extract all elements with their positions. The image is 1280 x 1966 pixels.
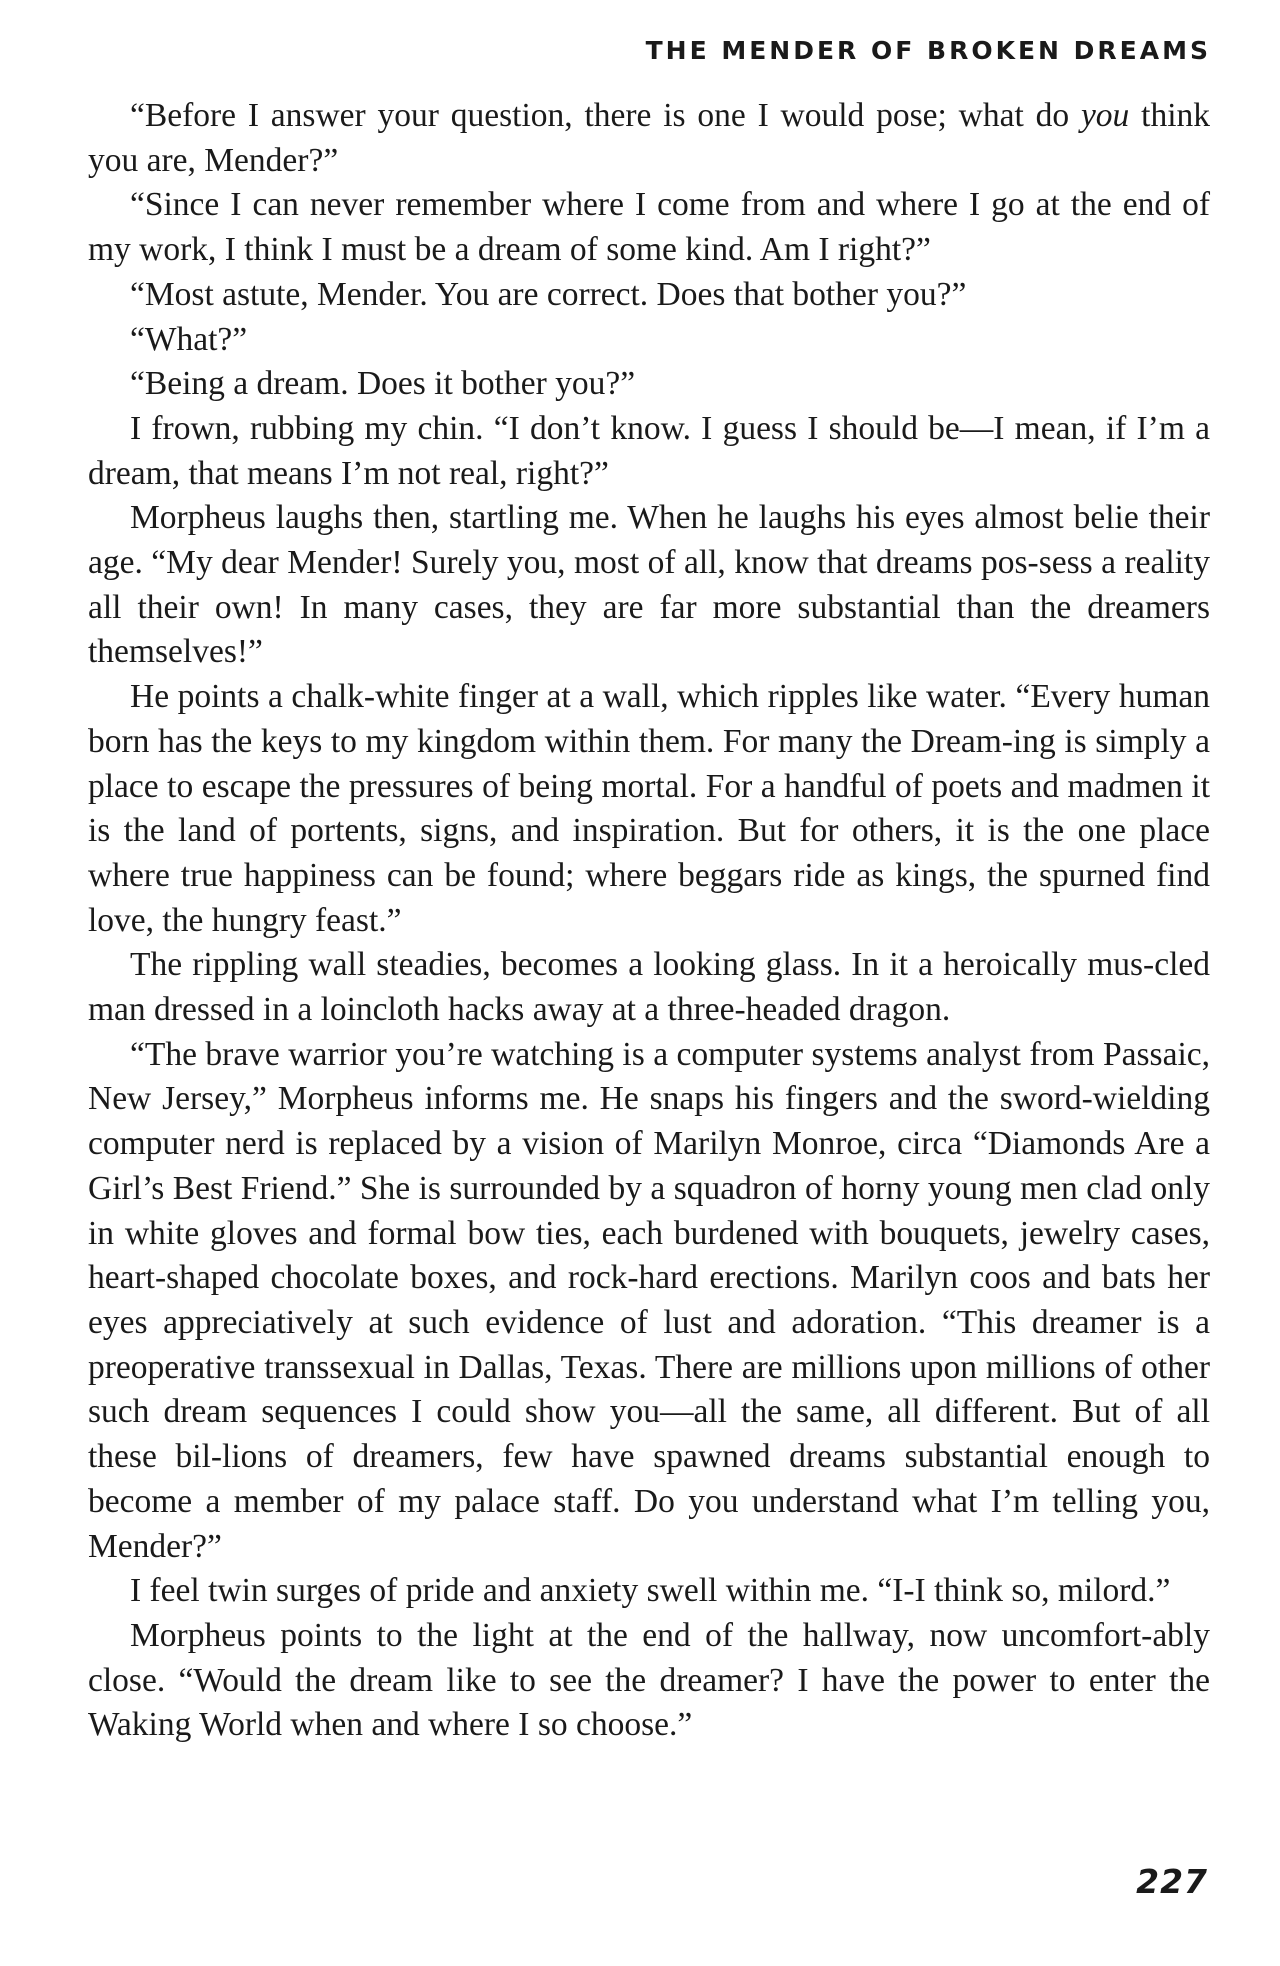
paragraph-text: “Before I answer your question, there is one I would pose; what do xyxy=(130,97,1081,134)
running-title: THE MENDER OF BROKEN DREAMS xyxy=(645,36,1211,65)
paragraph xyxy=(88,94,1210,183)
paragraph: Morpheus points to the light at the end of the hallway, now uncomfort-ably close. “Would the dream like to see the dreamer? I have the power to enter the Waking World when and where I so choose.” xyxy=(88,1616,1210,1744)
paragraph: Morpheus laughs then, startling me. When he laughs his eyes almost belie their age. “My dear Mender! Surely you, most of all, know that dreams pos-sess a reality all their own! In many cases, they are far more substantial than the dreamers themselves!” xyxy=(88,499,1210,671)
paragraph: The rippling wall steadies, becomes a looking glass. In it a heroically mus-cled man dressed in a loincloth hacks away at a three-headed dragon. xyxy=(88,946,1210,1029)
paragraph: I frown, rubbing my chin. “I don’t know. I guess I should be—I mean, if I’m a dream, that means I’m not real, right?” xyxy=(88,409,1210,492)
paragraph: “Most astute, Mender. You are correct. Does that bother you?” xyxy=(130,275,967,313)
paragraph: I feel twin surges of pride and anxiety swell within me. “I-I think so, milord.” xyxy=(130,1572,1171,1610)
paragraph: “Since I can never remember where I come from and where I go at the end of my work, I think I must be a dream of some kind. Am I right?” xyxy=(88,186,1210,269)
paragraph: “What?” xyxy=(130,320,248,358)
paragraph: “Being a dream. Does it bother you?” xyxy=(130,365,636,403)
body-text xyxy=(88,94,1210,1748)
emphasis-text: you xyxy=(1080,97,1130,134)
page-number: 227 xyxy=(1136,1862,1208,1901)
paragraph-text: think you are, Mender?” xyxy=(88,97,1210,179)
paragraph: He points a chalk-white finger at a wall, which ripples like water. “Every human born has the keys to my kingdom within them. For many the Dream-ing is simply a place to escape the pressures of being mortal. For a handful of poets and madmen it is the land of portents, signs, and inspiration. But for others, it is the one place where true happiness can be found; where beggars ride as kings, the spurned find love, the hungry feast.” xyxy=(88,678,1210,939)
paragraph: “The brave warrior you’re watching is a computer systems analyst from Passaic, New Jersey,” Morpheus informs me. He snaps his fingers and the sword-wielding computer nerd is replaced by a vision of Marilyn Monroe, circa “Diamonds Are a Girl’s Best Friend.” She is surrounded by a squadron of horny young men clad only in white gloves and formal bow ties, each burdened with bouquets, jewelry cases, heart-shaped chocolate boxes, and rock-hard erections. Marilyn coos and bats her eyes appreciatively at such evidence of lust and adoration. “This dreamer is a preoperative transsexual in Dallas, Texas. There are millions upon millions of other such dream sequences I could show you—all the same, all different. But of all these bil-lions of dreamers, few have spawned dreams substantial enough to become a member of my palace staff. Do you understand what I’m telling you, Mender?” xyxy=(88,1035,1210,1565)
